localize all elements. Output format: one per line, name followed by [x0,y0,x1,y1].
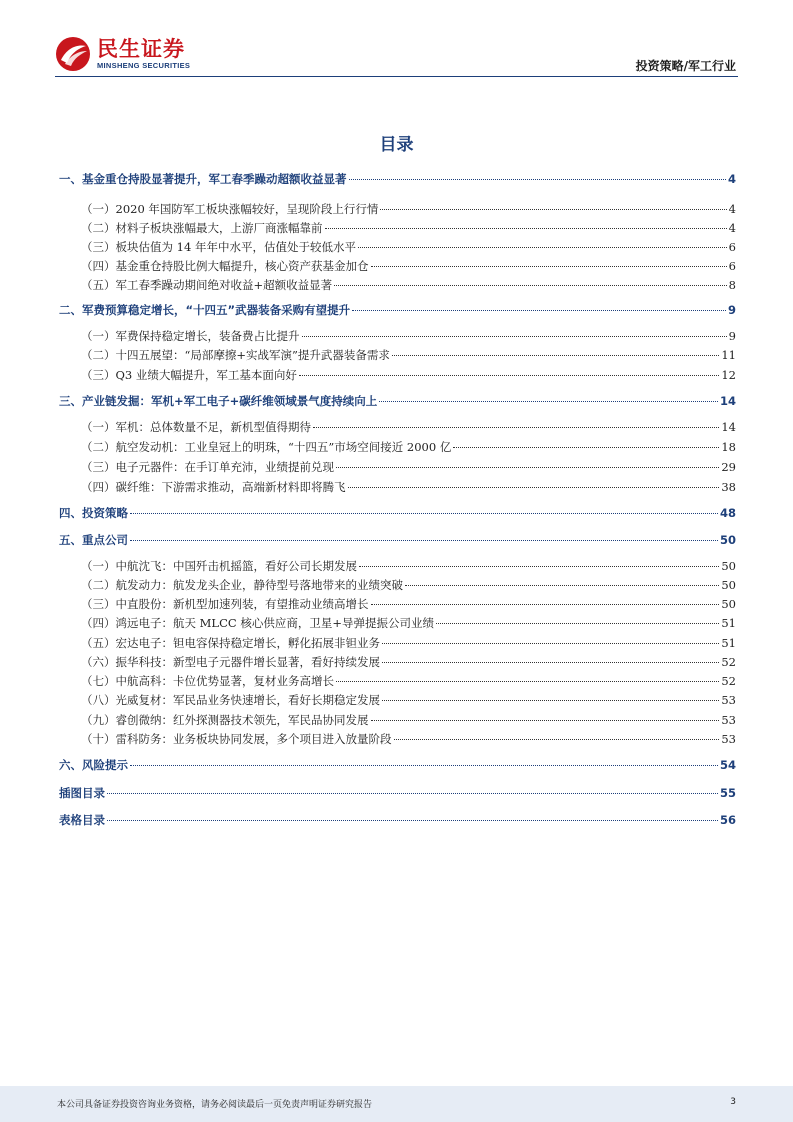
dot-leader [107,793,718,794]
dot-leader [382,643,719,644]
toc-entry-label: 五、重点公司 [59,533,128,547]
dot-leader [348,487,720,488]
toc-entry-label: （九）睿创微纳：红外探测器技术领先，军民品协同发展 [81,713,369,727]
toc-entry-label: （三）中直股份：新机型加速列装，有望推动业绩高增长 [81,597,369,611]
dot-leader [371,604,720,605]
toc-entry-page: 50 [721,578,736,592]
dot-leader [325,228,727,229]
toc-entry-page: 52 [721,655,736,669]
dot-leader [299,375,719,376]
toc-entry-page: 11 [721,348,736,362]
toc-entry-page: 51 [721,616,736,630]
toc-entry-label: （二）十四五展望：“局部摩擦+实战军演”提升武器装备需求 [81,348,390,362]
dot-leader [379,401,718,402]
toc-entry-page: 9 [727,303,736,317]
dot-leader [334,285,727,286]
toc-entry-page: 4 [728,202,736,216]
toc-entry-page: 6 [728,240,736,254]
toc-entry-page: 56 [719,813,736,827]
toc-entry-page: 54 [719,758,736,772]
toc-section-entry[interactable] [59,757,736,773]
toc-subsection-entry[interactable] [59,328,736,344]
toc-subsection-entry[interactable] [59,239,736,255]
toc-subsection-entry[interactable] [59,459,736,475]
toc-entry-label: （四）基金重仓持股比例大幅提升，核心资产获基金加仓 [81,259,369,273]
toc-entry-page: 50 [721,597,736,611]
toc-entry-page: 4 [727,172,736,186]
dot-leader [302,336,727,337]
page-header [0,0,793,80]
dot-leader [130,765,718,766]
dot-leader [392,355,719,356]
toc-entry-label: （一）军费保持稳定增长，装备费占比提升 [81,329,300,343]
footer-disclaimer: 本公司具备证券投资咨询业务资格，请务必阅读最后一页免责声明证券研究报告 [57,1100,373,1110]
company-logo [55,33,190,75]
toc-subsection-entry[interactable] [59,712,736,728]
toc-entry-label: 一、基金重仓持股显著提升，军工春季躁动超额收益显著 [59,172,347,186]
dot-leader [130,513,718,514]
toc-section-entry[interactable] [59,505,736,521]
toc-entry-label: （二）材料子板块涨幅最大，上游厂商涨幅靠前 [81,221,323,235]
toc-subsection-entry[interactable] [59,419,736,435]
dot-leader [382,662,719,663]
toc-entry-label: （八）光威复材：军民品业务快速增长，看好长期稳定发展 [81,693,380,707]
toc-entry-page: 4 [728,221,736,235]
toc-subsection-entry[interactable] [59,558,736,574]
toc-subsection-entry[interactable] [59,347,736,363]
page-number: 3 [730,1097,736,1107]
toc-entry-label: （三）Q3 业绩大幅提升，军工基本面向好 [81,368,297,382]
toc-subsection-entry[interactable] [59,220,736,236]
toc-subsection-entry[interactable] [59,479,736,495]
toc-entry-label: （七）中航高科：卡位优势显著，复材业务高增长 [81,674,334,688]
toc-subsection-entry[interactable] [59,201,736,217]
toc-entry-label: （二）航发动力：航发龙头企业，静待型号落地带来的业绩突破 [81,578,403,592]
toc-entry-page: 48 [719,506,736,520]
toc-entry-page: 9 [728,329,736,343]
toc-entry-page: 14 [721,420,736,434]
dot-leader [107,820,718,821]
toc-entry-page: 53 [721,732,736,746]
toc-subsection-entry[interactable] [59,673,736,689]
toc-entry-page: 50 [719,533,736,547]
toc-entry-label: （五）宏达电子：钽电容保持稳定增长，孵化拓展非钽业务 [81,636,380,650]
toc-entry-label: （三）板块估值为 14 年年中水平，估值处于较低水平 [81,240,356,254]
toc-section-entry[interactable] [59,532,736,548]
report-category: 投资策略/军工行业 [635,59,736,73]
toc-section-entry[interactable] [59,302,736,318]
toc-entry-page: 14 [719,394,736,408]
toc-entry-label: 表格目录 [59,813,105,827]
toc-subsection-entry[interactable] [59,615,736,631]
toc-entry-label: 二、军费预算稳定增长，“十四五”武器装备采购有望提升 [59,303,351,317]
dot-leader [436,623,719,624]
toc-subsection-entry[interactable] [59,277,736,293]
toc-entry-page: 55 [719,786,736,800]
toc-section-entry[interactable] [59,171,736,187]
toc-subsection-entry[interactable] [59,635,736,651]
toc-entry-page: 8 [728,278,736,292]
toc-entry-label: （二）航空发动机：工业皇冠上的明珠，“十四五”市场空间接近 2000 亿 [81,440,452,454]
toc-entry-page: 50 [721,559,736,573]
toc-subsection-entry[interactable] [59,731,736,747]
toc-entry-label: （四）碳纤维：下游需求推动，高端新材料即将腾飞 [81,480,346,494]
toc-entry-label: 三、产业链发掘：军机+军工电子+碳纤维领域景气度持续向上 [59,394,378,408]
toc-entry-page: 51 [721,636,736,650]
toc-entry-label: 四、投资策略 [59,506,128,520]
toc-title: 目录 [379,135,414,155]
dot-leader [130,540,718,541]
dot-leader [394,739,720,740]
toc-subsection-entry[interactable] [59,654,736,670]
dot-leader [352,310,726,311]
toc-subsection-entry[interactable] [59,577,736,593]
toc-entry-page: 53 [721,713,736,727]
toc-entry-page: 38 [721,480,736,494]
dot-leader [453,447,719,448]
dot-leader [371,266,727,267]
toc-entry-label: （一）2020 年国防军工板块涨幅较好，呈现阶段上行行情 [81,202,379,216]
toc-subsection-entry[interactable] [59,258,736,274]
logo-english-name: MINSHENG SECURITIES [97,61,191,70]
toc-entry-page: 12 [721,368,736,382]
dot-leader [358,247,727,248]
toc-entry-page: 18 [721,440,736,454]
toc-entry-page: 29 [721,460,736,474]
toc-section-entry[interactable] [59,812,736,828]
toc-entry-label: （一）军机：总体数量不足，新机型值得期待 [81,420,311,434]
toc-entry-label: 插图目录 [59,786,105,800]
toc-entry-label: （三）电子元器件：在手订单充沛，业绩提前兑现 [81,460,334,474]
toc-entry-label: （五）军工春季躁动期间绝对收益+超额收益显著 [81,278,333,292]
toc-subsection-entry[interactable] [59,367,736,383]
toc-section-entry[interactable] [59,785,736,801]
dot-leader [313,427,719,428]
dot-leader [336,467,719,468]
toc-subsection-entry[interactable] [59,692,736,708]
toc-section-entry[interactable] [59,393,736,409]
header-divider [55,76,738,77]
toc-entry-label: （十）雷科防务：业务板块协同发展，多个项目进入放量阶段 [81,732,392,746]
toc-entry-label: （四）鸿远电子：航天 MLCC 核心供应商，卫星+导弹提振公司业绩 [81,616,434,630]
toc-entry-page: 53 [721,693,736,707]
toc-subsection-entry[interactable] [59,596,736,612]
toc-entry-page: 52 [721,674,736,688]
dot-leader [371,720,720,721]
toc-entry-label: （一）中航沈飞：中国歼击机摇篮，看好公司长期发展 [81,559,357,573]
toc-entry-page: 6 [728,259,736,273]
logo-emblem-icon [55,36,91,72]
toc-entry-label: （六）振华科技：新型电子元器件增长显著，看好持续发展 [81,655,380,669]
dot-leader [382,700,719,701]
toc-subsection-entry[interactable] [59,439,736,455]
logo-chinese-name: 民生证券 [97,37,185,61]
dot-leader [405,585,719,586]
toc-entry-label: 六、风险提示 [59,758,128,772]
dot-leader [359,566,719,567]
dot-leader [336,681,719,682]
dot-leader [380,209,726,210]
dot-leader [349,179,726,180]
